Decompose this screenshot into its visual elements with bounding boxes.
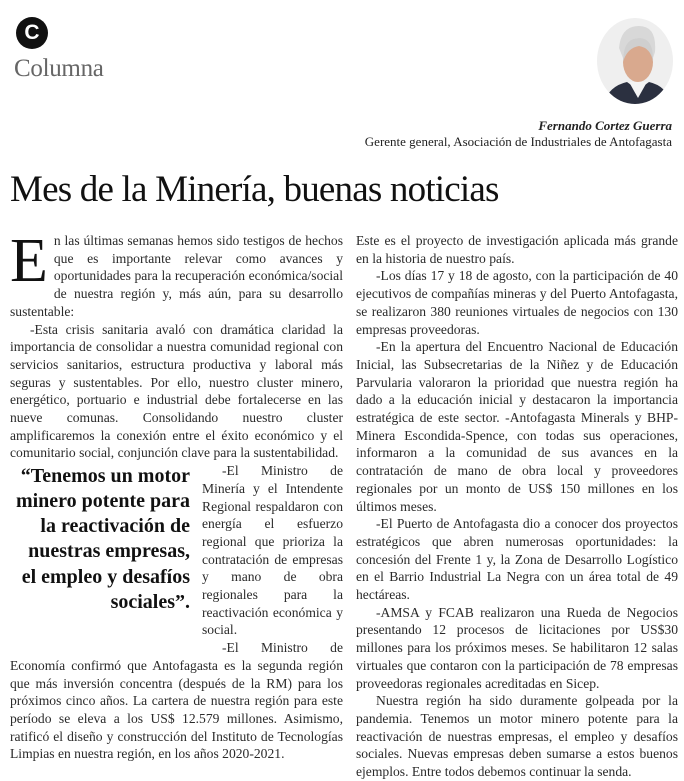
pull-quote: “Tenemos un motor minero potente para la reactivación de nuestras empresas, el empleo y desafíos sociales”.	[15, 464, 190, 613]
article-column-left	[10, 227, 343, 763]
author-name: Fernando Cortez Guerra	[538, 118, 672, 133]
paragraph: -El Ministro de Economía confirmó que Antofagasta es la segunda región que más inversión concentra (después de la RM) para los próximos cinco años. La cartera de nuestra región para este período se eleva a los US$ 12.579 millones. Asimismo, ratificó el diseño y construcción del Instituto de Tecnologías Limpias en nuestra región, en los años 2020-2021.	[10, 640, 343, 762]
logo-letter: C	[24, 21, 40, 44]
article-column-right	[356, 232, 678, 781]
paragraph: -Los días 17 y 18 de agosto, con la participación de 40 ejecutivos de compañías mineras y del Puerto Antofagasta, se realizaron 380 reuniones virtuales de negocios con 130 empresas proveedoras.	[356, 268, 678, 337]
paragraph	[10, 227, 343, 321]
paragraph: -En la apertura del Encuentro Nacional de Educación Inicial, las Subsecretarias de la Niñez y de Educación Parvularia valoraron la prioridad que nuestra región ha dado a la educación inicial y destacaron la importancia estratégica de este sector. -Antofagasta Minerals y BHP-Minera Escondida-Spence, con todas sus operaciones, informaron a la comunidad de sus avances en la contratación de mano de obra local y proveedores regionales por un monto de US$ 150 millones en los últimos meses.	[356, 339, 678, 514]
drop-cap: E	[10, 227, 48, 295]
author-role: Gerente general, Asociación de Industriales de Antofagasta	[364, 134, 672, 149]
paragraph: Nuestra región ha sido duramente golpeada por la pandemia. Tenemos un motor minero potente para la reactivación de nuestras empresas, el empleo y desafíos sociales. Nuevas empresas deben sumarse a estos buenos ejemplos. Entre todos debemos continuar la senda.	[356, 693, 678, 780]
article-title: Mes de la Minería, buenas noticias	[10, 169, 499, 210]
section-label: Columna	[14, 55, 104, 82]
column-logo-icon	[16, 17, 48, 49]
paragraph: -El Ministro de Minería y el Intendente Regional respaldaron con energía el esfuerzo regional que prioriza la contratación de empresas y mano de obra regionales para la reactivación económica y social.	[202, 463, 343, 638]
author-byline	[365, 118, 672, 150]
author-photo	[597, 18, 673, 104]
paragraph: -AMSA y FCAB realizaron una Rueda de Negocios presentando 12 procesos de licitaciones por US$30 millones para los próximos meses. Se habilitaron 12 salas virtuales que contaron con la participación de 78 empresas proveedoras regionales acreditadas en Sicep.	[356, 604, 678, 691]
paragraph: Este es el proyecto de investigación aplicada más grande en la historia de nuestro país.	[356, 233, 678, 266]
paragraph: -El Puerto de Antofagasta dio a conocer dos proyectos estratégicos que abren numerosas oportunidades: la concesión del Frente 1 y, la Zona de Desarrollo Logístico en el Barrio Industrial La Negra con un área total de 49 hectáreas.	[356, 516, 678, 603]
paragraph-text: n las últimas semanas hemos sido testigos de hechos que es importante relevar como avances y oportunidades para la recuperación económica/social de nuestra región y, más aún, para su desarrollo sustentable:	[10, 233, 343, 319]
paragraph: -Esta crisis sanitaria avaló con dramática claridad la importancia de consolidar a nuestra comunidad regional con servicios sanitarios, estructura productiva y laboral más seguras y sustentables. Por ello, nuestro cluster minero, energético, portuario e industrial debe fortalecerse en las nueve comunas. Consolidando nuestro cluster amplificaremos la conexión entre el éxito económico y el comunitario social, conjunción clave para la sustentabilidad.	[10, 321, 343, 461]
